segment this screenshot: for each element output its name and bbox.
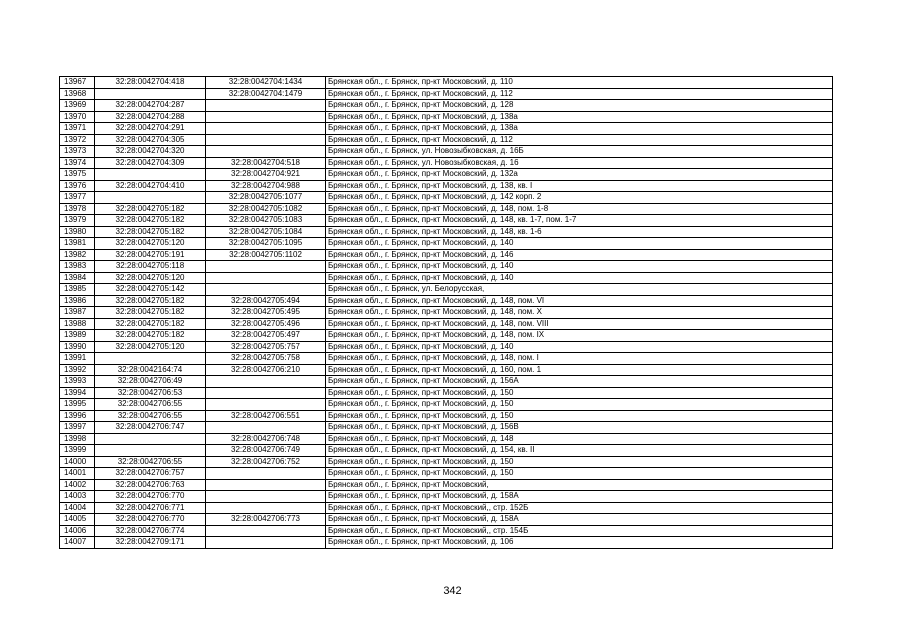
cadastral-number-cell: 32:28:0042705:182 bbox=[95, 295, 206, 307]
cadastral-number-cell: 32:28:0042704:309 bbox=[95, 157, 206, 169]
cadastral-number-cell: 32:28:0042705:182 bbox=[95, 215, 206, 227]
cadastral-number-cell: 32:28:0042704:410 bbox=[95, 180, 206, 192]
address-cell: Брянская обл., г. Брянск, пр-кт Московский, д. 150 bbox=[326, 468, 833, 480]
address-cell: Брянская обл., г. Брянск, пр-кт Московский, д. 140 bbox=[326, 272, 833, 284]
table-row bbox=[60, 203, 833, 215]
table-row bbox=[60, 318, 833, 330]
row-number-cell: 13976 bbox=[60, 180, 95, 192]
table-row bbox=[60, 215, 833, 227]
related-cadastral-number-cell bbox=[206, 468, 326, 480]
row-number-cell: 13992 bbox=[60, 364, 95, 376]
address-cell: Брянская обл., г. Брянск, пр-кт Московский, д. 112 bbox=[326, 88, 833, 100]
cadastral-number-cell: 32:28:0042709:171 bbox=[95, 537, 206, 549]
cadastral-number-cell: 32:28:0042706:763 bbox=[95, 479, 206, 491]
table-row bbox=[60, 353, 833, 365]
table-row bbox=[60, 410, 833, 422]
address-cell: Брянская обл., г. Брянск, пр-кт Московский, д. 148, пом. VI bbox=[326, 295, 833, 307]
table-row bbox=[60, 134, 833, 146]
related-cadastral-number-cell bbox=[206, 525, 326, 537]
cadastral-number-cell: 32:28:0042705:118 bbox=[95, 261, 206, 273]
row-number-cell: 13987 bbox=[60, 307, 95, 319]
row-number-cell: 13994 bbox=[60, 387, 95, 399]
address-cell: Брянская обл., г. Брянск, пр-кт Московский, д. 140 bbox=[326, 341, 833, 353]
related-cadastral-number-cell: 32:28:0042706:752 bbox=[206, 456, 326, 468]
related-cadastral-number-cell: 32:28:0042705:495 bbox=[206, 307, 326, 319]
address-cell: Брянская обл., г. Брянск, пр-кт Московский, д. 146 bbox=[326, 249, 833, 261]
related-cadastral-number-cell: 32:28:0042704:518 bbox=[206, 157, 326, 169]
address-cell: Брянская обл., г. Брянск, пр-кт Московский, д. 142 корп. 2 bbox=[326, 192, 833, 204]
related-cadastral-number-cell bbox=[206, 399, 326, 411]
related-cadastral-number-cell bbox=[206, 146, 326, 158]
table-row bbox=[60, 537, 833, 549]
related-cadastral-number-cell bbox=[206, 111, 326, 123]
row-number-cell: 13997 bbox=[60, 422, 95, 434]
table-row bbox=[60, 341, 833, 353]
cadastral-number-cell: 32:28:0042705:182 bbox=[95, 318, 206, 330]
table-row bbox=[60, 468, 833, 480]
related-cadastral-number-cell: 32:28:0042706:773 bbox=[206, 514, 326, 526]
address-cell: Брянская обл., г. Брянск, ул. Новозыбковская, д. 16 bbox=[326, 157, 833, 169]
row-number-cell: 13998 bbox=[60, 433, 95, 445]
cadastral-number-cell: 32:28:0042706:747 bbox=[95, 422, 206, 434]
address-cell: Брянская обл., г. Брянск, пр-кт Московский, д. 150 bbox=[326, 399, 833, 411]
address-cell: Брянская обл., г. Брянск, пр-кт Московский, д. 148, пом. X bbox=[326, 307, 833, 319]
address-cell: Брянская обл., г. Брянск, пр-кт Московский, д. 138, кв. I bbox=[326, 180, 833, 192]
address-cell: Брянская обл., г. Брянск, пр-кт Московский, д. 150 bbox=[326, 410, 833, 422]
cadastral-number-cell: 32:28:0042705:182 bbox=[95, 307, 206, 319]
table-row bbox=[60, 226, 833, 238]
related-cadastral-number-cell: 32:28:0042705:1077 bbox=[206, 192, 326, 204]
cadastral-number-cell: 32:28:0042164:74 bbox=[95, 364, 206, 376]
row-number-cell: 14007 bbox=[60, 537, 95, 549]
row-number-cell: 13985 bbox=[60, 284, 95, 296]
table-row bbox=[60, 364, 833, 376]
table-row bbox=[60, 238, 833, 250]
table-row bbox=[60, 295, 833, 307]
address-cell: Брянская обл., г. Брянск, пр-кт Московский, д. 148, кв. 1-7, пом. 1-7 bbox=[326, 215, 833, 227]
related-cadastral-number-cell: 32:28:0042705:494 bbox=[206, 295, 326, 307]
row-number-cell: 13983 bbox=[60, 261, 95, 273]
related-cadastral-number-cell: 32:28:0042706:210 bbox=[206, 364, 326, 376]
row-number-cell: 13974 bbox=[60, 157, 95, 169]
cadastral-number-cell: 32:28:0042704:287 bbox=[95, 100, 206, 112]
cadastral-number-cell: 32:28:0042706:770 bbox=[95, 491, 206, 503]
related-cadastral-number-cell: 32:28:0042705:1095 bbox=[206, 238, 326, 250]
cadastral-number-cell bbox=[95, 433, 206, 445]
address-cell: Брянская обл., г. Брянск, пр-кт Московский, д. 150 bbox=[326, 387, 833, 399]
address-cell: Брянская обл., г. Брянск, пр-кт Московский, д. 128 bbox=[326, 100, 833, 112]
row-number-cell: 14003 bbox=[60, 491, 95, 503]
row-number-cell: 13990 bbox=[60, 341, 95, 353]
row-number-cell: 13995 bbox=[60, 399, 95, 411]
cadastral-number-cell: 32:28:0042704:291 bbox=[95, 123, 206, 135]
row-number-cell: 13971 bbox=[60, 123, 95, 135]
table-row bbox=[60, 100, 833, 112]
cadastral-number-cell: 32:28:0042706:771 bbox=[95, 502, 206, 514]
address-cell: Брянская обл., г. Брянск, пр-кт Московский, д. 148, кв. 1-6 bbox=[326, 226, 833, 238]
address-cell: Брянская обл., г. Брянск, пр-кт Московский, д. 158А bbox=[326, 514, 833, 526]
row-number-cell: 14004 bbox=[60, 502, 95, 514]
cadastral-number-cell: 32:28:0042704:288 bbox=[95, 111, 206, 123]
related-cadastral-number-cell: 32:28:0042705:1102 bbox=[206, 249, 326, 261]
row-number-cell: 13979 bbox=[60, 215, 95, 227]
row-number-cell: 13969 bbox=[60, 100, 95, 112]
address-cell: Брянская обл., г. Брянск, пр-кт Московский, д. 106 bbox=[326, 537, 833, 549]
table-body bbox=[60, 77, 833, 549]
table-row bbox=[60, 284, 833, 296]
table-row bbox=[60, 330, 833, 342]
table-row bbox=[60, 192, 833, 204]
address-cell: Брянская обл., г. Брянск, пр-кт Московский, д. 150 bbox=[326, 456, 833, 468]
address-cell: Брянская обл., г. Брянск, пр-кт Московский, д. 156В bbox=[326, 422, 833, 434]
related-cadastral-number-cell bbox=[206, 422, 326, 434]
row-number-cell: 13975 bbox=[60, 169, 95, 181]
related-cadastral-number-cell: 32:28:0042704:1479 bbox=[206, 88, 326, 100]
cadastral-table bbox=[59, 76, 833, 549]
row-number-cell: 14005 bbox=[60, 514, 95, 526]
address-cell: Брянская обл., г. Брянск, ул. Белорусская, bbox=[326, 284, 833, 296]
related-cadastral-number-cell: 32:28:0042705:1082 bbox=[206, 203, 326, 215]
table-row bbox=[60, 479, 833, 491]
address-cell: Брянская обл., г. Брянск, пр-кт Московский, д. 156А bbox=[326, 376, 833, 388]
address-cell: Брянская обл., г. Брянск, пр-кт Московский, д. 110 bbox=[326, 77, 833, 89]
cadastral-number-cell: 32:28:0042705:120 bbox=[95, 341, 206, 353]
related-cadastral-number-cell bbox=[206, 284, 326, 296]
table-row bbox=[60, 272, 833, 284]
table-row bbox=[60, 88, 833, 100]
cadastral-number-cell: 32:28:0042705:120 bbox=[95, 272, 206, 284]
related-cadastral-number-cell bbox=[206, 479, 326, 491]
cadastral-number-cell: 32:28:0042706:757 bbox=[95, 468, 206, 480]
related-cadastral-number-cell bbox=[206, 491, 326, 503]
table-row bbox=[60, 445, 833, 457]
address-cell: Брянская обл., г. Брянск, пр-кт Московский,, стр. 154Б bbox=[326, 525, 833, 537]
address-cell: Брянская обл., г. Брянск, пр-кт Московский, д. 148, пом. VIII bbox=[326, 318, 833, 330]
table-row bbox=[60, 456, 833, 468]
row-number-cell: 13977 bbox=[60, 192, 95, 204]
related-cadastral-number-cell bbox=[206, 261, 326, 273]
related-cadastral-number-cell: 32:28:0042705:1084 bbox=[206, 226, 326, 238]
related-cadastral-number-cell bbox=[206, 387, 326, 399]
related-cadastral-number-cell: 32:28:0042704:921 bbox=[206, 169, 326, 181]
related-cadastral-number-cell: 32:28:0042705:1083 bbox=[206, 215, 326, 227]
address-cell: Брянская обл., г. Брянск, пр-кт Московский, д. 148, пом. IX bbox=[326, 330, 833, 342]
table-row bbox=[60, 399, 833, 411]
table-row bbox=[60, 111, 833, 123]
cadastral-number-cell bbox=[95, 192, 206, 204]
related-cadastral-number-cell: 32:28:0042706:748 bbox=[206, 433, 326, 445]
address-cell: Брянская обл., г. Брянск, пр-кт Московский, д. 154, кв. II bbox=[326, 445, 833, 457]
table-row bbox=[60, 169, 833, 181]
related-cadastral-number-cell: 32:28:0042704:988 bbox=[206, 180, 326, 192]
row-number-cell: 13980 bbox=[60, 226, 95, 238]
table-row bbox=[60, 433, 833, 445]
cadastral-number-cell: 32:28:0042706:49 bbox=[95, 376, 206, 388]
related-cadastral-number-cell bbox=[206, 272, 326, 284]
table-row bbox=[60, 491, 833, 503]
address-cell: Брянская обл., г. Брянск, пр-кт Московский, д. 148 bbox=[326, 433, 833, 445]
cadastral-number-cell: 32:28:0042705:182 bbox=[95, 330, 206, 342]
table-row bbox=[60, 146, 833, 158]
cadastral-number-cell: 32:28:0042706:55 bbox=[95, 456, 206, 468]
related-cadastral-number-cell: 32:28:0042705:496 bbox=[206, 318, 326, 330]
related-cadastral-number-cell bbox=[206, 376, 326, 388]
row-number-cell: 13988 bbox=[60, 318, 95, 330]
cadastral-number-cell: 32:28:0042704:418 bbox=[95, 77, 206, 89]
row-number-cell: 13999 bbox=[60, 445, 95, 457]
address-cell: Брянская обл., г. Брянск, пр-кт Московский, д. 148, пом. I bbox=[326, 353, 833, 365]
table-row bbox=[60, 249, 833, 261]
address-cell: Брянская обл., г. Брянск, пр-кт Московский, д. 160, пом. 1 bbox=[326, 364, 833, 376]
row-number-cell: 14006 bbox=[60, 525, 95, 537]
cadastral-number-cell: 32:28:0042706:774 bbox=[95, 525, 206, 537]
cadastral-number-cell: 32:28:0042705:182 bbox=[95, 226, 206, 238]
row-number-cell: 13993 bbox=[60, 376, 95, 388]
row-number-cell: 14000 bbox=[60, 456, 95, 468]
cadastral-number-cell bbox=[95, 169, 206, 181]
related-cadastral-number-cell bbox=[206, 123, 326, 135]
address-cell: Брянская обл., г. Брянск, пр-кт Московский, д. 158А bbox=[326, 491, 833, 503]
related-cadastral-number-cell: 32:28:0042705:757 bbox=[206, 341, 326, 353]
cadastral-number-cell bbox=[95, 353, 206, 365]
row-number-cell: 13970 bbox=[60, 111, 95, 123]
table-row bbox=[60, 157, 833, 169]
cadastral-number-cell: 32:28:0042706:55 bbox=[95, 399, 206, 411]
cadastral-number-cell: 32:28:0042705:182 bbox=[95, 203, 206, 215]
table-row bbox=[60, 77, 833, 89]
row-number-cell: 14002 bbox=[60, 479, 95, 491]
cadastral-number-cell: 32:28:0042704:305 bbox=[95, 134, 206, 146]
related-cadastral-number-cell bbox=[206, 537, 326, 549]
cadastral-number-cell: 32:28:0042706:55 bbox=[95, 410, 206, 422]
table-row bbox=[60, 261, 833, 273]
cadastral-number-cell: 32:28:0042704:320 bbox=[95, 146, 206, 158]
row-number-cell: 13982 bbox=[60, 249, 95, 261]
address-cell: Брянская обл., г. Брянск, пр-кт Московский, д. 138а bbox=[326, 123, 833, 135]
row-number-cell: 13972 bbox=[60, 134, 95, 146]
row-number-cell: 13996 bbox=[60, 410, 95, 422]
related-cadastral-number-cell bbox=[206, 502, 326, 514]
row-number-cell: 13981 bbox=[60, 238, 95, 250]
table-row bbox=[60, 123, 833, 135]
cadastral-number-cell: 32:28:0042706:53 bbox=[95, 387, 206, 399]
table-row bbox=[60, 422, 833, 434]
related-cadastral-number-cell: 32:28:0042706:551 bbox=[206, 410, 326, 422]
cadastral-number-cell bbox=[95, 88, 206, 100]
related-cadastral-number-cell: 32:28:0042706:749 bbox=[206, 445, 326, 457]
row-number-cell: 13986 bbox=[60, 295, 95, 307]
table-row bbox=[60, 387, 833, 399]
cadastral-number-cell: 32:28:0042705:120 bbox=[95, 238, 206, 250]
address-cell: Брянская обл., г. Брянск, ул. Новозыбковская, д. 16Б bbox=[326, 146, 833, 158]
address-cell: Брянская обл., г. Брянск, пр-кт Московский, д. 112 bbox=[326, 134, 833, 146]
row-number-cell: 13968 bbox=[60, 88, 95, 100]
address-cell: Брянская обл., г. Брянск, пр-кт Московский, д. 148, пом. 1-8 bbox=[326, 203, 833, 215]
table-row bbox=[60, 376, 833, 388]
related-cadastral-number-cell: 32:28:0042705:497 bbox=[206, 330, 326, 342]
address-cell: Брянская обл., г. Брянск, пр-кт Московский, д. 132а bbox=[326, 169, 833, 181]
table-row bbox=[60, 180, 833, 192]
row-number-cell: 13967 bbox=[60, 77, 95, 89]
row-number-cell: 14001 bbox=[60, 468, 95, 480]
table-row bbox=[60, 502, 833, 514]
related-cadastral-number-cell: 32:28:0042704:1434 bbox=[206, 77, 326, 89]
address-cell: Брянская обл., г. Брянск, пр-кт Московский, д. 138а bbox=[326, 111, 833, 123]
row-number-cell: 13978 bbox=[60, 203, 95, 215]
cadastral-number-cell: 32:28:0042705:142 bbox=[95, 284, 206, 296]
page-number: 342 bbox=[443, 585, 462, 597]
table-row bbox=[60, 307, 833, 319]
cadastral-number-cell: 32:28:0042706:770 bbox=[95, 514, 206, 526]
address-cell: Брянская обл., г. Брянск, пр-кт Московский, bbox=[326, 479, 833, 491]
row-number-cell: 13984 bbox=[60, 272, 95, 284]
related-cadastral-number-cell: 32:28:0042705:758 bbox=[206, 353, 326, 365]
table-row bbox=[60, 514, 833, 526]
cadastral-number-cell bbox=[95, 445, 206, 457]
related-cadastral-number-cell bbox=[206, 100, 326, 112]
related-cadastral-number-cell bbox=[206, 134, 326, 146]
table-row bbox=[60, 525, 833, 537]
row-number-cell: 13973 bbox=[60, 146, 95, 158]
address-cell: Брянская обл., г. Брянск, пр-кт Московский, д. 140 bbox=[326, 238, 833, 250]
address-cell: Брянская обл., г. Брянск, пр-кт Московский,, стр. 152Б bbox=[326, 502, 833, 514]
row-number-cell: 13991 bbox=[60, 353, 95, 365]
row-number-cell: 13989 bbox=[60, 330, 95, 342]
address-cell: Брянская обл., г. Брянск, пр-кт Московский, д. 140 bbox=[326, 261, 833, 273]
cadastral-number-cell: 32:28:0042705:191 bbox=[95, 249, 206, 261]
